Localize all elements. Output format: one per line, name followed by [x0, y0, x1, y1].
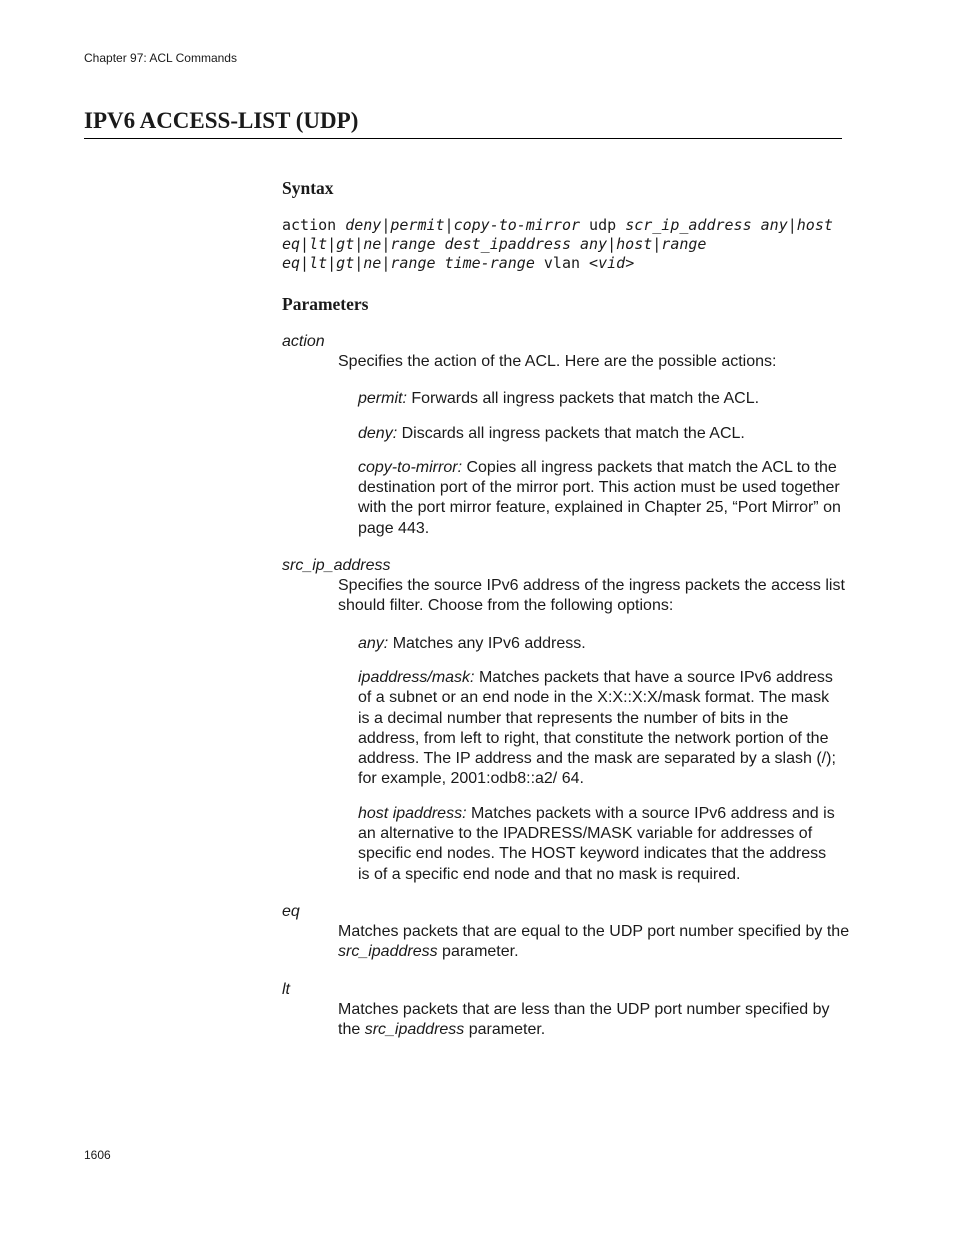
page-number: 1606 [84, 1148, 111, 1162]
param-action-desc: Specifies the action of the ACL. Here are the possible actions: [338, 353, 777, 370]
src-any: any: Matches any IPv6 address. [358, 634, 586, 652]
syntax-heading: Syntax [282, 178, 334, 198]
src-ipaddress-mask: ipaddress/mask: Matches packets that have a source IPv6 address of a subnet or an end node in the X:X::X:X/mask format. The mask is a decimal number that represents the number of bits in the address, from left to right, that constitute the network portion of the address. The IP address and the mask are separated by a slash (/); for example, 2001:odb8::a2/ 64. [358, 668, 836, 788]
syntax-text: action deny|permit|copy-to-mirror udp scr_ip_address any|host eq|lt|gt|ne|range dest_ipaddress any|host|range eq|lt|gt|ne|range time-range vlan <vid> [282, 216, 833, 272]
page-title: IPV6 ACCESS-LIST (UDP) [84, 108, 842, 139]
param-action-name: action [282, 333, 325, 350]
parameters-heading: Parameters [282, 294, 369, 314]
param-lt-desc: Matches packets that are less than the UDP port number specified by the src_ipaddress parameter. [338, 1000, 830, 1038]
running-header: Chapter 97: ACL Commands [84, 51, 237, 65]
src-host-ipaddress: host ipaddress: Matches packets with a source IPv6 address and is an alternative to the IPADRESS/MASK variable for addresses of specific end nodes. The HOST keyword indicates that the address is of a specific end node and that no mask is required. [358, 804, 835, 883]
action-deny: deny: Discards all ingress packets that match the ACL. [358, 424, 745, 442]
param-src-name: src_ip_address [282, 557, 391, 575]
action-copy-to-mirror: copy-to-mirror: Copies all ingress packets that match the ACL to the destination port of the mirror port. This action must be used together with the port mirror feature, explained in Chapter 25, “Port Mirror” on page 443. [358, 458, 841, 537]
param-eq-name: eq [282, 902, 300, 920]
param-src-desc: Specifies the source IPv6 address of the ingress packets the access list should filter. Choose from the following options: [338, 577, 845, 615]
action-permit: permit: Forwards all ingress packets that match the ACL. [358, 390, 760, 408]
param-eq-desc: Matches packets that are equal to the UDP port number specified by the src_ipaddress parameter. [338, 922, 850, 961]
param-lt-name: lt [282, 980, 290, 998]
main-content [282, 178, 852, 1040]
